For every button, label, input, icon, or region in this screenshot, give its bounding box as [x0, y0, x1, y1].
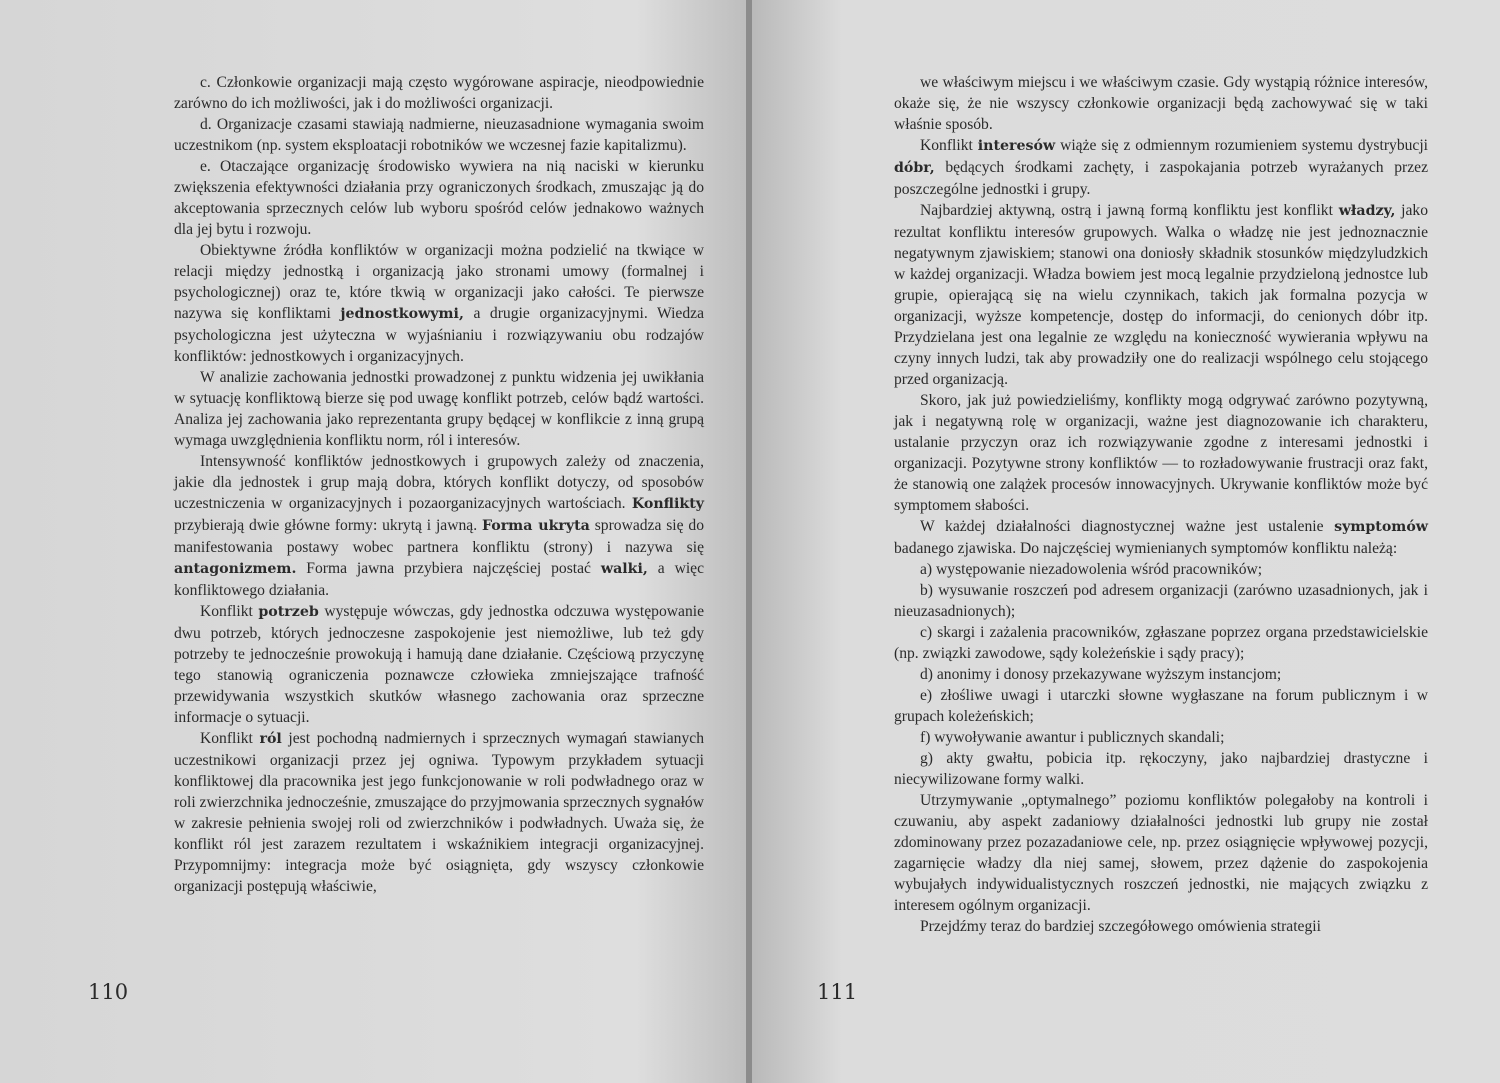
- text-run: Utrzymywanie „optymalnego” poziomu konfliktów polegałoby na kontroli i czuwaniu, aby aspekt zadaniowy działalności jednostki lub grupy nie został zdominowany przez pozazadaniowe cele, np. przez osiągnięcie wpływowej pozycji, zagarnięcie władzy dla niej samej, słowem, przez dążenie do zaspokojenia wybujałych indywidualistycznych roszczeń jednostki, nie mających związku z interesem ogólnym organizacji.: [894, 792, 1428, 914]
- text-run: sprowadza się do manifestowania postawy wobec partnera konfliktu (strony) i nazywa się: [174, 517, 704, 556]
- right-paragraph-10: [894, 685, 1428, 727]
- text-run: jako rezultat konfliktu interesów grupowych. Walka o władzę nie jest jednoznacznie negatywnym zjawiskiem; stanowi ona doniosły składnik stosunków międzyludzkich w każdej organizacji. Władza bowiem jest mocą legalnie przydzieloną jednostce lub grupie, opierającą się na wielu czynnikach, takich jak formalna pozycja w organizacji, wyższe kompetencje, dostęp do informacji, do cenionych dóbr itp. Przydzielana jest ona legalnie ze względu na konieczność wywierania wpływu na czyny innych ludzi, tak aby prowadziły one do realizacji wspólnego celu stojącego przed organizacją.: [894, 202, 1429, 388]
- bold-term: dóbr,: [894, 160, 935, 176]
- text-run: g) akty gwałtu, pobicia itp. rękoczyny, jako najbardziej drastyczne i niecywilizowane formy walki.: [894, 750, 1428, 788]
- text-run: W analizie zachowania jednostki prowadzonej z punktu widzenia jej uwikłania w sytuację konfliktową bierze się pod uwagę konflikt potrzeb, celów bądź wartości. Analiza jej zachowania jako reprezentanta grupy będącej w konflikcie z inną grupą wymaga uwzględnienia konfliktu norm, ról i interesów.: [174, 369, 704, 449]
- right-paragraph-14: [894, 916, 1428, 937]
- text-run: Najbardziej aktywną, ostrą i jawną formą konfliktu jest konflikt: [920, 202, 1339, 219]
- bold-term: władzy,: [1338, 203, 1396, 219]
- bold-term: ról: [259, 731, 282, 747]
- text-run: c. Członkowie organizacji mają często wygórowane aspiracje, nieodpowiednie zarówno do ich możliwości, jak i do możliwości organizacji.: [174, 74, 704, 112]
- right-paragraph-5: [894, 516, 1428, 559]
- text-run: a drugie organizacyjnymi. Wiedza psychologiczna jest użyteczna w wyjaśnianiu i rozwiązywaniu obu rodzajów konfliktów: jednostkowych i organizacyjnych.: [174, 305, 704, 365]
- left-paragraph-8: [174, 728, 704, 897]
- right-paragraph-2: [894, 135, 1428, 200]
- left-page: [0, 0, 748, 1083]
- bold-term: interesów: [977, 138, 1056, 154]
- bold-term: walki,: [600, 561, 648, 577]
- text-run: będących środkami zachęty, i zaspokajania potrzeb wyrażanych przez poszczególne jednostki i grupy.: [894, 159, 1428, 198]
- left-paragraph-1: [174, 72, 704, 114]
- text-run: występuje wówczas, gdy jednostka odczuwa występowanie dwu potrzeb, których jednoczesne zaspokojenie jest niemożliwe, lub też gdy potrzeby te jednocześnie prowokują i hamują dane działanie. Częściową przyczynę tego stanowią ograniczenia poznawcze człowieka zmniejszające trafność przewidywania wszystkich skutków własnego zachowania oraz sprzeczne informacje o sytuacji.: [174, 603, 704, 726]
- text-run: e) złośliwe uwagi i utarczki słowne wygłaszane na forum publicznym i w grupach koleżeńskich;: [894, 687, 1428, 725]
- right-page: [752, 0, 1500, 1083]
- text-run: Obiektywne źródła konfliktów w organizacji można podzielić na tkwiące w relacji między jednostką i organizacją jako stronami umowy (formalnej i psychologicznej) oraz te, które tkwią w organizacji jako całości. Te pierwsze nazywa się konfliktami: [174, 242, 704, 322]
- right-paragraph-1: [894, 72, 1428, 135]
- text-run: Konflikt: [200, 730, 260, 747]
- text-run: e. Otaczające organizację środowisko wywiera na nią naciski w kierunku zwiększenia efektywności działania przy ograniczonych środkach, zmuszając ją do akceptowania sprzecznych celów lub wyboru spośród celów jednakowo ważnych dla jej bytu i rozwoju.: [174, 158, 704, 238]
- right-paragraph-8: [894, 622, 1428, 664]
- right-page-text: [894, 72, 1428, 937]
- left-paragraph-4: [174, 240, 704, 367]
- text-run: we właściwym miejscu i we właściwym czasie. Gdy wystąpią różnice interesów, okaże się, że nie wszyscy członkowie organizacji będą zachowywać się w taki właśnie sposób.: [894, 74, 1428, 133]
- right-paragraph-12: [894, 748, 1428, 790]
- bold-term: jednostkowymi,: [340, 306, 464, 322]
- right-paragraph-13: [894, 790, 1428, 916]
- bold-term: potrzeb: [258, 604, 319, 620]
- left-paragraph-6: [174, 451, 704, 601]
- text-run: c) skargi i zażalenia pracowników, zgłaszane poprzez organa przedstawicielskie (np. związki zawodowe, sądy koleżeńskie i sądy pracy);: [894, 624, 1428, 662]
- text-run: Przejdźmy teraz do bardziej szczegółowego omówienia strategii: [920, 918, 1321, 935]
- bold-term: Konflikty: [631, 496, 704, 512]
- right-paragraph-3: [894, 200, 1428, 390]
- text-run: b) wysuwanie roszczeń pod adresem organizacji (zarówno uzasadnionych, jak i nieuzasadnionych);: [894, 582, 1428, 620]
- left-paragraph-2: [174, 114, 704, 156]
- left-paragraph-3: [174, 156, 704, 240]
- right-paragraph-6: [894, 559, 1428, 580]
- text-run: Forma jawna przybiera najczęściej postać: [296, 560, 601, 577]
- bold-term: Forma ukryta: [481, 518, 590, 534]
- text-run: wiąże się z odmiennym rozumieniem systemu dystrybucji: [1055, 137, 1428, 154]
- page-number-left: 110: [88, 980, 129, 1004]
- page-number-right: 111: [817, 980, 858, 1004]
- right-paragraph-7: [894, 580, 1428, 622]
- text-run: f) wywoływanie awantur i publicznych skandali;: [920, 729, 1225, 746]
- text-run: a) występowanie niezadowolenia wśród pracowników;: [920, 561, 1263, 578]
- text-run: Skoro, jak już powiedzieliśmy, konflikty mogą odgrywać zarówno pozytywną, jak i negatywną rolę w organizacji, ważne jest diagnozowanie ich charakteru, ustalanie przyczyn oraz ich rozwiązywanie zgodne z interesami jednostki i organizacji. Pozytywne strony konfliktów — to rozładowywanie frustracji oraz fakt, że stanowią one zalążek procesów innowacyjnych. Ukrywanie konfliktów może być symptomem słabości.: [894, 392, 1428, 514]
- text-run: badanego zjawiska. Do najczęściej wymienianych symptomów konfliktu należą:: [894, 540, 1398, 557]
- right-paragraph-11: [894, 727, 1428, 748]
- text-run: a więc konfliktowego działania.: [174, 560, 705, 599]
- right-paragraph-4: [894, 390, 1428, 516]
- text-run: W każdej działalności diagnostycznej ważne jest ustalenie: [920, 518, 1335, 535]
- text-run: d. Organizacje czasami stawiają nadmierne, nieuzasadnione wymagania swoim uczestnikom (np. system eksploatacji robotników we wczesnej fazie kapitalizmu).: [174, 116, 704, 154]
- right-paragraph-9: [894, 664, 1428, 685]
- text-run: przybierają dwie główne formy: ukrytą i jawną.: [174, 517, 482, 534]
- text-run: d) anonimy i donosy przekazywane wyższym instancjom;: [920, 666, 1282, 683]
- left-paragraph-7: [174, 601, 704, 728]
- text-run: Konflikt: [920, 137, 978, 154]
- bold-term: symptomów: [1334, 519, 1428, 535]
- bold-term: antagonizmem.: [174, 561, 297, 577]
- text-run: Intensywność konfliktów jednostkowych i grupowych zależy od znaczenia, jakie dla jednostek i grup mają dobra, których konflikt dotyczy, od sposobów uczestniczenia w organizacyjnych i pozaorganizacyjnych wartościach.: [174, 453, 704, 512]
- left-page-text: [174, 72, 704, 897]
- text-run: Konflikt: [200, 603, 259, 620]
- text-run: jest pochodną nadmiernych i sprzecznych wymagań stawianych uczestnikowi organizacji przez jej ogniwa. Typowym przykładem sytuacji konfliktowej dla pracownika jest jego funkcjonowanie w roli podwładnego oraz w roli zwierzchnika jednocześnie, zmuszające do przyjmowania sprzecznych sygnałów w zakresie pełnienia swojej roli od zwierzchników i podwładnych. Uważa się, że konflikt ról jest zarazem rezultatem i wskaźnikiem integracji organizacyjnej. Przypomnijmy: integracja może być osiągnięta, gdy wszyscy członkowie organizacji postępują właściwie,: [174, 730, 704, 895]
- left-paragraph-5: [174, 367, 704, 451]
